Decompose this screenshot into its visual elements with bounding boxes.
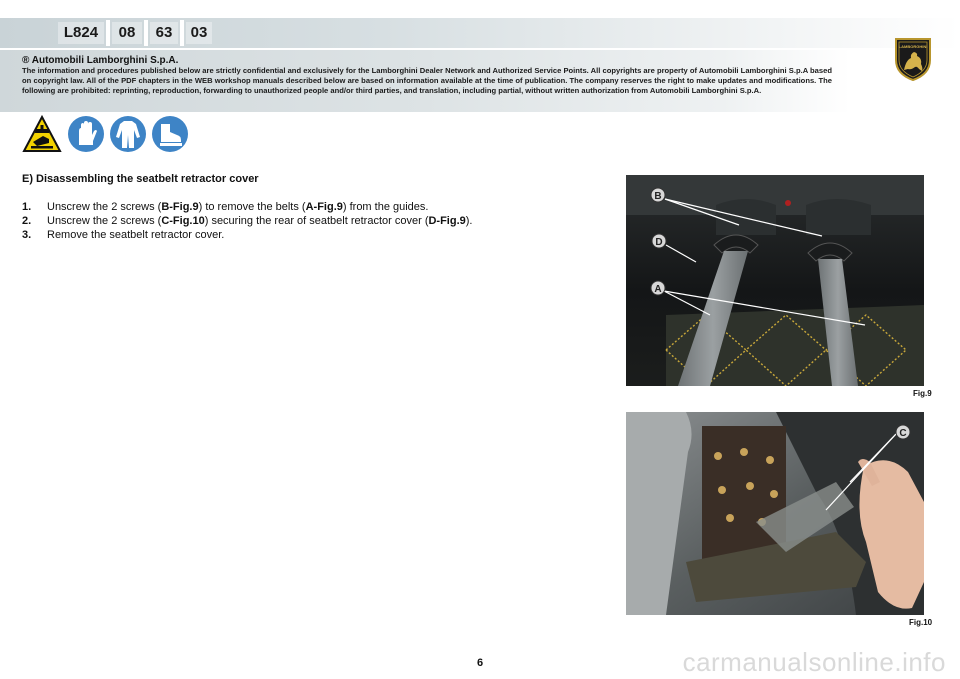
svg-text:C: C	[899, 428, 907, 439]
step-item: 1. Unscrew the 2 screws (B-Fig.9) to remove the belts (A-Fig.9) from the guides.	[22, 201, 429, 213]
header-separator	[106, 20, 110, 46]
header-code-subgroup: 63	[150, 22, 178, 44]
header-separator	[144, 20, 148, 46]
copyright-title: ® Automobili Lamborghini S.p.A.	[22, 55, 179, 66]
header-code-section: 03	[186, 22, 212, 44]
lamborghini-logo	[893, 36, 933, 82]
protective-overalls-icon	[109, 115, 147, 153]
callout-b	[651, 188, 665, 202]
protective-gloves-icon	[67, 115, 105, 153]
figure-reference: B-Fig.9	[161, 201, 199, 213]
watermark: carmanualsonline.info	[682, 647, 946, 677]
figure-reference: D-Fig.9	[428, 215, 466, 227]
step-item: 2. Unscrew the 2 screws (C-Fig.10) securing the rear of seatbelt retractor cover (D-Fig.9).	[22, 215, 473, 227]
figure-reference: C-Fig.10	[161, 215, 205, 227]
figure-10-caption: Fig.10	[909, 618, 933, 627]
copyright-text: The information and procedures published below are strictly confidential and exclusively for the Lamborghini Dealer Network and Authorized Service Points. All copyrights are property of Automobili Lamborghini S.p.A based on copyright law. All of the PDF chapters in the WEB workshop manuals described below are based on information available at the time of publication. The company reserves the right to make updates and modifications. The following are prohibited: reprinting, reproduction, forwarding to unauthorized people and/or third parties, and translation, including partial, without written authorization from Automobili Lamborghini S.p.A.	[22, 66, 832, 95]
page-number: 6	[476, 657, 484, 669]
safety-shoes-icon	[151, 115, 189, 153]
step-item: 3. Remove the seatbelt retractor cover.	[22, 229, 225, 241]
logo-text: LAMBORGHINI	[898, 44, 928, 49]
figure-9-photo	[626, 175, 924, 386]
callout-a	[651, 281, 665, 295]
header-code-group: 08	[112, 22, 142, 44]
figure-10-photo	[626, 412, 924, 615]
figure-9-caption: Fig.9	[913, 389, 932, 398]
header-separator	[180, 20, 184, 46]
callout-c	[896, 425, 910, 439]
svg-text:B: B	[654, 191, 662, 202]
svg-text:D: D	[655, 237, 663, 248]
figure-reference: A-Fig.9	[305, 201, 343, 213]
header-code-model: L824	[58, 22, 104, 44]
callout-d	[652, 234, 666, 248]
section-title: E) Disassembling the seatbelt retractor cover	[22, 173, 259, 185]
svg-text:A: A	[654, 284, 662, 295]
hand-crush-warning-icon	[22, 115, 60, 153]
